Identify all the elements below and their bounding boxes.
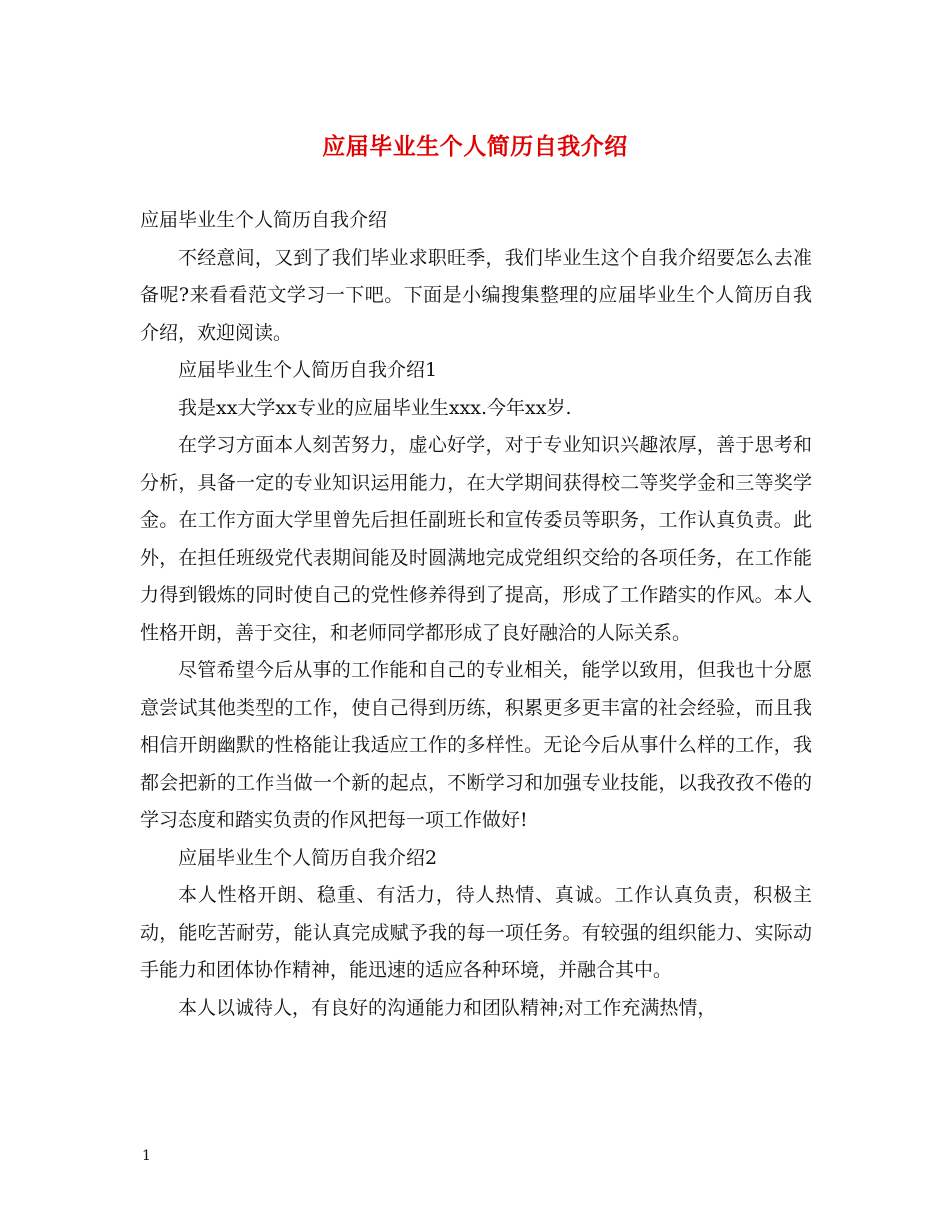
paragraph: 在学习方面本人刻苦努力，虚心好学，对于专业知识兴趣浓厚，善于思考和分析，具备一定的专业知识运用能力，在大学期间获得校二等奖学金和三等奖学金。在工作方面大学里曾先后担任副班长和宣传委员等职务，工作认真负责。此外，在担任班级党代表期间能及时圆满地完成党组织交给的各项任务，在工作能力得到锻炼的同时使自己的党性修养得到了提高，形成了工作踏实的作风。本人性格开朗，善于交往，和老师同学都形成了良好融洽的人际关系。	[140, 434, 812, 644]
document-subtitle: 应届毕业生个人简历自我介绍	[140, 209, 388, 231]
section-heading-2: 应届毕业生个人简历自我介绍2	[178, 846, 438, 869]
document-title: 应届毕业生个人简历自我介绍	[322, 133, 628, 160]
paragraph: 本人以诚待人，有良好的沟通能力和团队精神;对工作充满热情，	[178, 996, 717, 1019]
section-heading-1: 应届毕业生个人简历自我介绍1	[178, 359, 438, 381]
intro-paragraph: 不经意间，又到了我们毕业求职旺季，我们毕业生这个自我介绍要怎么去准备呢?来看看范文学习一下吧。下面是小编搜集整理的应届毕业生个人简历自我介绍，欢迎阅读。	[140, 246, 812, 344]
page-number: 1	[142, 1148, 151, 1164]
paragraph: 尽管希望今后从事的工作能和自己的专业相关，能学以致用，但我也十分愿意尝试其他类型的工作，使自己得到历练，积累更多更丰富的社会经验，而且我相信开朗幽默的性格能让我适应工作的多样性。无论今后从事什么样的工作，我都会把新的工作当做一个新的起点，不断学习和加强专业技能，以我孜孜不倦的学习态度和踏实负责的作风把每一项工作做好!	[140, 659, 812, 831]
paragraph: 本人性格开朗、稳重、有活力，待人热情、真诚。工作认真负责，积极主动，能吃苦耐劳，能认真完成赋予我的每一项任务。有较强的组织能力、实际动手能力和团体协作精神，能迅速的适应各种环境，并融合其中。	[140, 884, 812, 981]
paragraph: 我是xx大学xx专业的应届毕业生xxx.今年xx岁.	[178, 396, 572, 419]
document-body	[140, 202, 812, 1027]
